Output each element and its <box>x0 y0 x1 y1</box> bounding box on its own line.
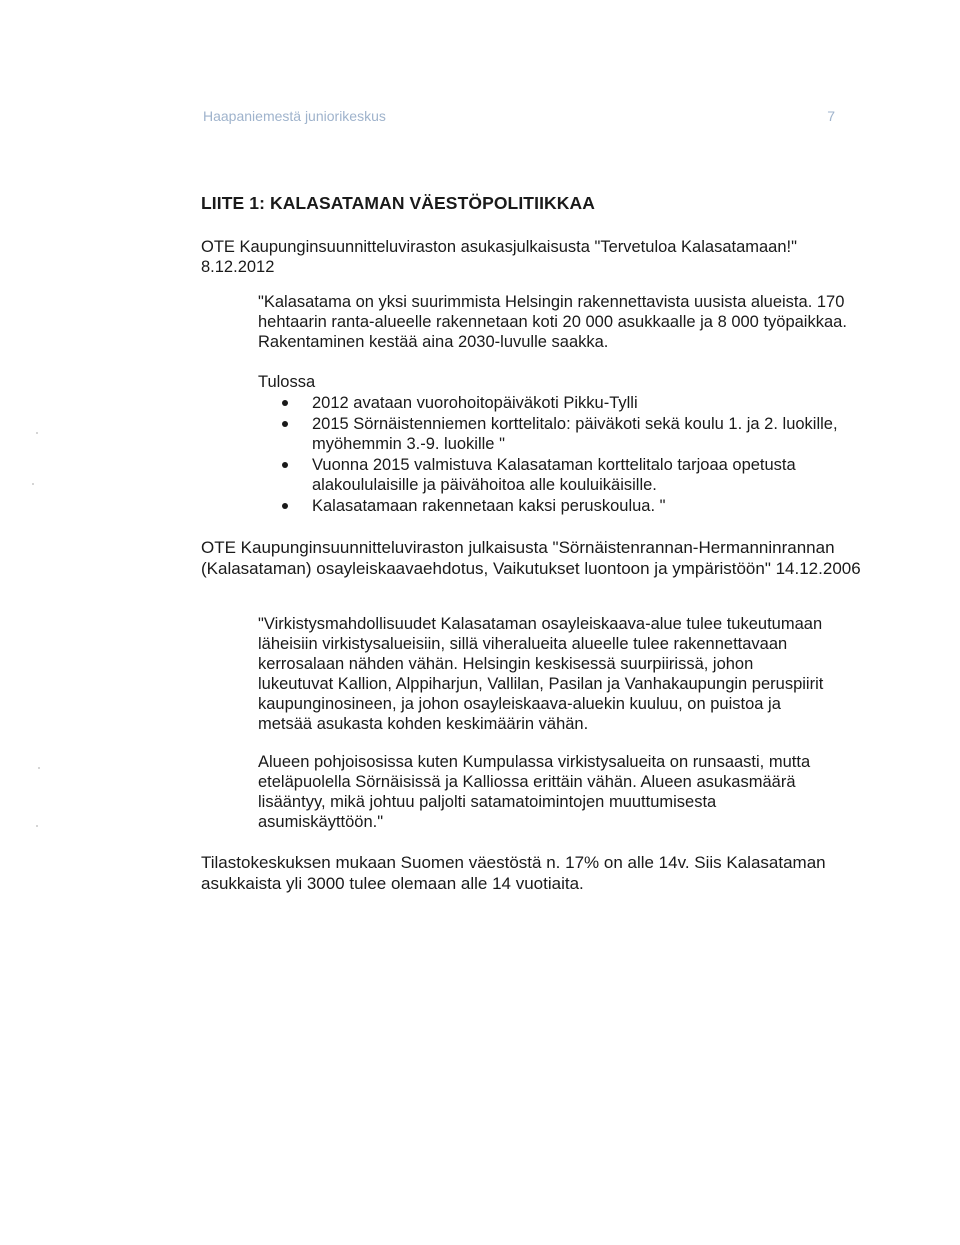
scan-speck <box>36 432 38 434</box>
bullet-icon <box>282 421 288 427</box>
bullet-icon <box>282 503 288 509</box>
running-header <box>203 108 835 124</box>
list-item-text: 2015 Sörnäistenniemen korttelitalo: päiväkoti sekä koulu 1. ja 2. luokille, myöhemmin 3.-9. luokille " <box>312 415 838 453</box>
list-item <box>280 455 840 495</box>
bullet-icon <box>282 400 288 406</box>
scan-speck <box>32 483 34 485</box>
section-title: LIITE 1: KALASATAMAN VÄESTÖPOLITIIKKAA <box>201 193 595 213</box>
excerpt2-quote-paragraph-2: Alueen pohjoisosissa kuten Kumpulassa virkistysalueita on runsaasti, mutta eteläpuolella Sörnäisissä ja Kalliossa erittäin vähän. Alueen asukasmäärä lisääntyy, mikä johtuu paljolti satamatoimintojen muuttumisesta asumiskäyttöön." <box>258 753 811 831</box>
bullet-icon <box>282 462 288 468</box>
upcoming-list <box>280 393 840 517</box>
list-item <box>280 414 840 454</box>
excerpt1-source: OTE Kaupunginsuunnitteluviraston asukasjulkaisusta "Tervetuloa Kalasatamaan!" 8.12.2012 <box>201 238 797 276</box>
scan-speck <box>38 767 40 769</box>
list-heading: Tulossa <box>258 373 316 391</box>
page-number: 7 <box>827 108 835 124</box>
list-item <box>280 496 840 516</box>
excerpt2-source: OTE Kaupunginsuunnitteluviraston julkaisusta "Sörnäistenrannan-Hermanninrannan (Kalasataman) osayleiskaavaehdotus, Vaikutukset luontoon ja ympäristöön" 14.12.2006 <box>201 538 861 578</box>
header-doc-title: Haapaniemestä juniorikeskus <box>203 108 386 124</box>
excerpt1-quote: "Kalasatama on yksi suurimmista Helsingin rakennettavista uusista alueista. 170 hehtaarin ranta-alueelle rakennetaan koti 20 000 asukkaalle ja 8 000 työpaikkaa. Rakentaminen kestää aina 2030-luvulle saakka. <box>258 293 847 351</box>
list-item-text: Vuonna 2015 valmistuva Kalasataman korttelitalo tarjoaa opetusta alakoululaisille ja päivähoitoa alle kouluikäisille. <box>312 456 796 494</box>
list-item-text: Kalasatamaan rakennetaan kaksi peruskoulua. " <box>312 497 666 515</box>
list-item-text: 2012 avataan vuorohoitopäiväkoti Pikku-Tylli <box>312 394 638 412</box>
excerpt2-quote-paragraph-1: "Virkistysmahdollisuudet Kalasataman osayleiskaava-alue tulee tukeutumaan läheisiin virkistysalueisiin, sillä viheralueita alueelle tulee rakennettavaan kerrosalaan nähden vähän. Helsingin keskisessä suurpiirissä, johon lukeutuvat Kallion, Alppiharjun, Vallilan, Pasilan ja Vanhakaupungin peruspiirit kaupunginosineen, ja johon osayleiskaava-aluekin kuuluu, on puistoa ja metsää asukasta kohden keskimäärin vähän. <box>258 615 824 733</box>
scan-speck <box>36 825 38 827</box>
closing-paragraph: Tilastokeskuksen mukaan Suomen väestöstä n. 17% on alle 14v. Siis Kalasataman asukkaista yli 3000 tulee olemaan alle 14 vuotiaita. <box>201 853 826 893</box>
list-item <box>280 393 840 413</box>
